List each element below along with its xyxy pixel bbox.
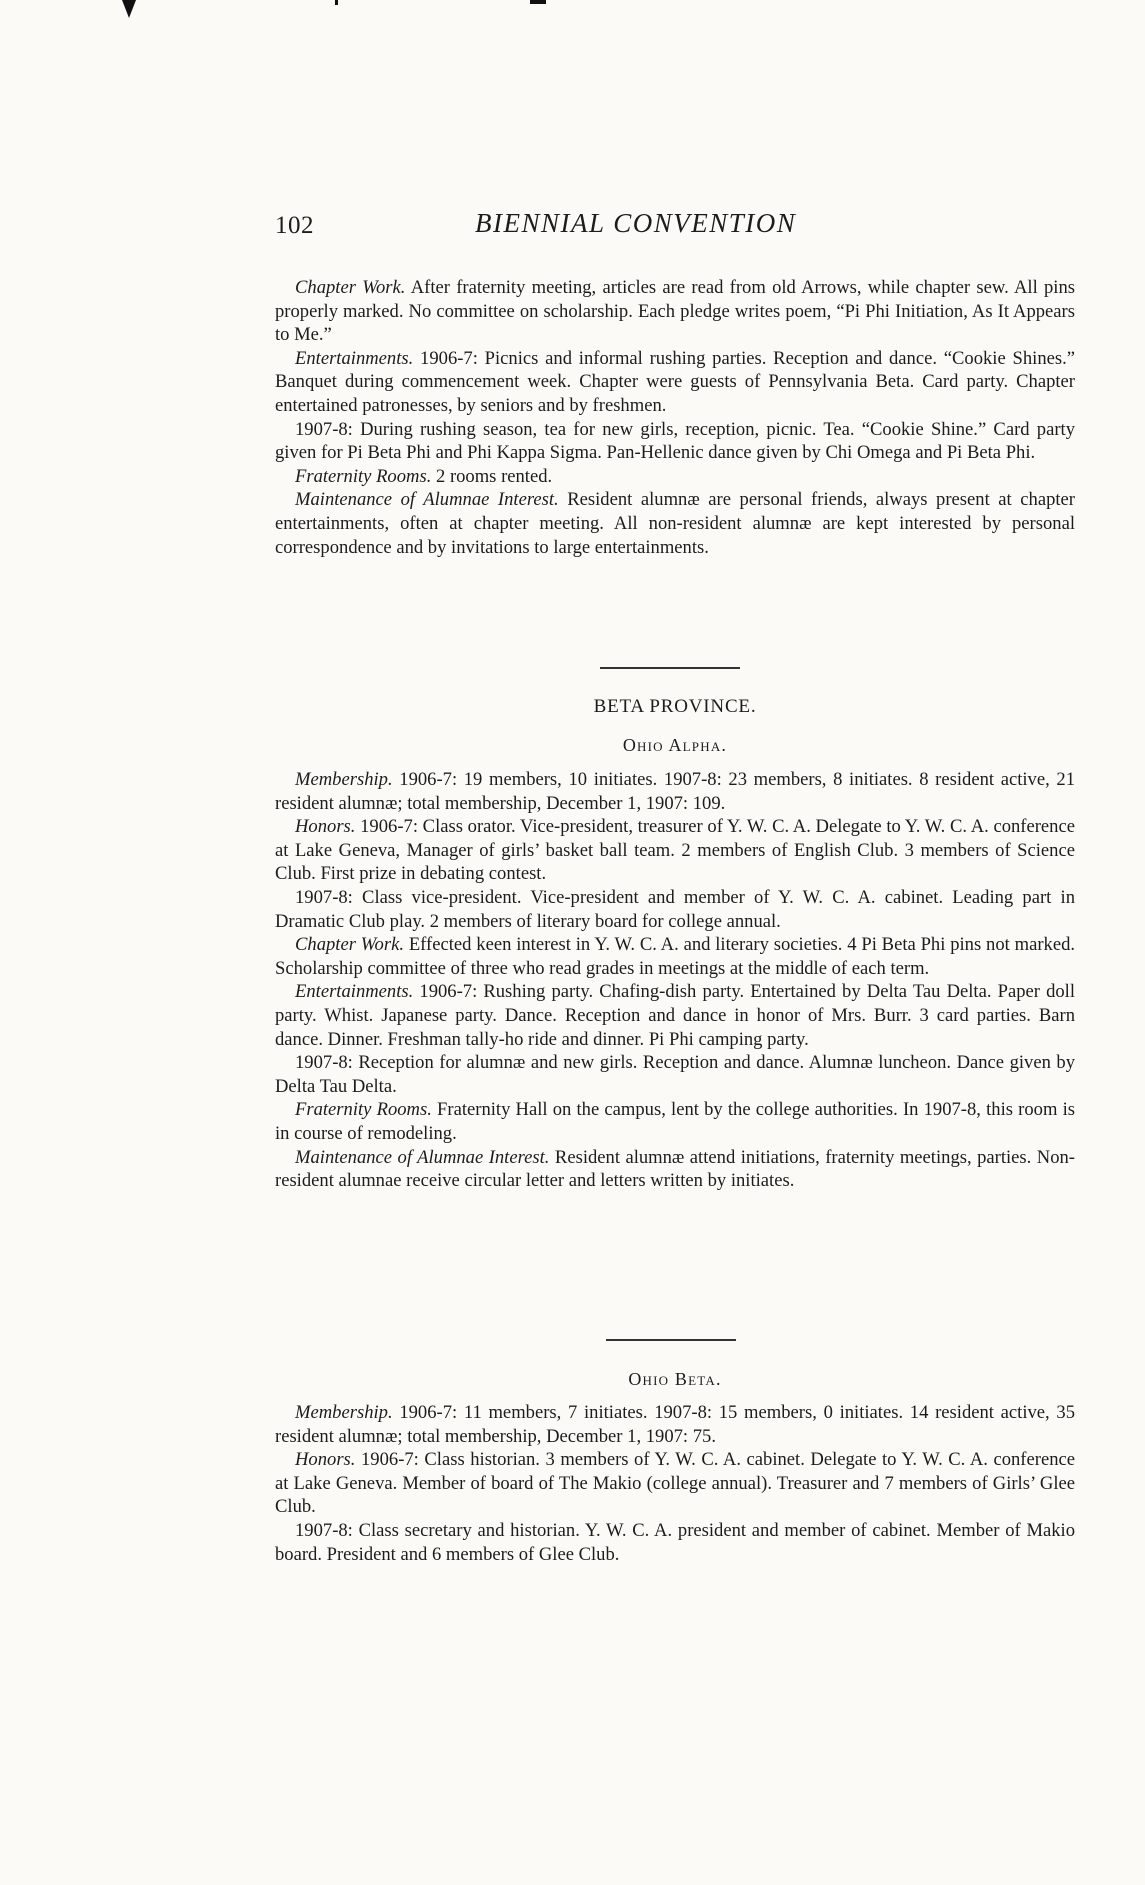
paragraph [275,1146,1075,1193]
paragraph-label: Honors. [295,1449,356,1471]
running-title: BIENNIAL CONVENTION [475,208,797,238]
paragraph [275,276,1075,347]
page-number: 102 [275,212,314,239]
paragraph [275,1519,1075,1566]
paragraph [275,933,1075,980]
paragraph-text: 1906-7: 11 members, 7 initiates. 1907-8: 15 members, 0 initiates. 14 resident active, 35 resident alumnæ; total membership, December 1, 1907: 75. [275,1402,1075,1447]
paragraph-text: 1907-8: Class secretary and historian. Y. W. C. A. president and member of cabinet. Member of Makio board. President and 6 members of Glee Club. [275,1519,1075,1565]
paragraph-text: 1906-7: Rushing party. Chafing-dish party. Entertained by Delta Tau Delta. Paper doll party. Whist. Japanese party. Dance. Reception and dance in honor of Mrs. Burr. 3 card parties. Barn dance. Dinner. Freshman tally-ho ride and dinner. Pi Phi camping party. [275,981,1075,1050]
paragraph-text: 2 rooms rented. [431,465,553,487]
paragraph-text: 1906-7: Class historian. 3 members of Y. W. C. A. cabinet. Delegate to Y. W. C. A. conference at Lake Geneva. Member of board of The Makio (college annual). Treasurer and 7 members of Girls’ Glee Club. [275,1449,1075,1518]
paragraph [275,815,1075,886]
paragraph-text: Fraternity Hall on the campus, lent by the college authorities. In 1907-8, this room is in course of remodeling. [275,1099,1075,1144]
paragraph-text: 1907-8: During rushing season, tea for new girls, reception, picnic. Tea. “Cookie Shine.” Card party given for Pi Beta Phi and Phi Kappa Sigma. Pan-Hellenic dance given by Chi Omega and Pi Beta Phi. [275,418,1075,464]
paragraph [275,1401,1075,1448]
paragraph-label: Chapter Work. [295,934,404,956]
ohio-alpha-section [275,768,1075,1193]
paragraph-label: Membership. [295,1402,393,1423]
chapter-continued-section [275,276,1075,559]
paragraph [275,347,1075,418]
page-header [275,208,1075,248]
paragraph-text: 1906-7: Picnics and informal rushing parties. Reception and dance. “Cookie Shines.” Banquet during commencement week. Chapter were guests of Pennsylvania Beta. Card party. Chapter entertained patronesses, by seniors and by freshmen. [275,347,1075,416]
section-divider [606,1339,736,1341]
paragraph-text: 1907-8: Reception for alumnæ and new girls. Reception and dance. Alumnæ luncheon. Dance given by Delta Tau Delta. [275,1052,1075,1097]
scan-artifact-mark [122,0,136,18]
chapter-heading-ohio-alpha: Ohio Alpha. [622,735,728,755]
paragraph-label: Chapter Work. [295,277,406,298]
scan-artifact-mark [530,0,546,4]
paragraph [275,465,1075,489]
province-heading: BETA PROVINCE. [593,696,757,717]
paragraph-text: 1906-7: Class orator. Vice-president, treasurer of Y. W. C. A. Delegate to Y. W. C. A. conference at Lake Geneva, Manager of girls’ basket ball team. 2 members of English Club. 3 members of Science Club. First prize in debating contest. [275,816,1075,885]
paragraph-text: Resident alumnæ attend initiations, fraternity meetings, parties. Non-resident alumnae receive circular letter and letters written by initiates. [275,1146,1075,1192]
paragraph-text: 1907-8: Class vice-president. Vice-president and member of Y. W. C. A. cabinet. Leading part in Dramatic Club play. 2 members of literary board for college annual. [275,886,1075,932]
paragraph-text: 1906-7: 19 members, 10 initiates. 1907-8: 23 members, 8 initiates. 8 resident active, 21 resident alumnæ; total membership, December 1, 1907: 109. [275,769,1075,814]
paragraph [275,418,1075,465]
paragraph-label: Fraternity Rooms. [295,465,432,487]
paragraph [275,768,1075,815]
paragraph-label: Membership. [295,769,393,790]
paragraph-label: Honors. [295,816,356,838]
paragraph-label: Entertainments. [295,981,414,1003]
chapter-heading-ohio-beta: Ohio Beta. [628,1369,722,1389]
paragraph-text: Effected keen interest in Y. W. C. A. and literary societies. 4 Pi Beta Phi pins not marked. Scholarship committee of three who read grades in meetings at the middle of each term. [275,934,1076,979]
paragraph [275,1448,1075,1519]
paragraph [275,488,1075,559]
paragraph-label: Maintenance of Alumnae Interest. [295,489,559,511]
paragraph-text: Resident alumnæ are personal friends, always present at chapter entertainments, often at chapter meeting. All non-resident alumnæ are kept interested by personal correspondence and by invitations to large entertainments. [275,489,1075,558]
paragraph-label: Entertainments. [295,347,414,369]
paragraph [275,886,1075,933]
ohio-beta-section [275,1401,1075,1566]
scan-artifact-mark [335,0,338,5]
section-divider [600,667,740,669]
paragraph-label: Maintenance of Alumnae Interest. [295,1146,550,1168]
paragraph-text: After fraternity meeting, articles are read from old Arrows, while chapter sew. All pins properly marked. No committee on scholarship. Each pledge writes poem, “Pi Phi Initiation, As It Appears to Me.” [275,277,1076,346]
paragraph [275,980,1075,1051]
paragraph [275,1051,1075,1098]
paragraph-label: Fraternity Rooms. [295,1099,432,1121]
paragraph [275,1098,1075,1145]
